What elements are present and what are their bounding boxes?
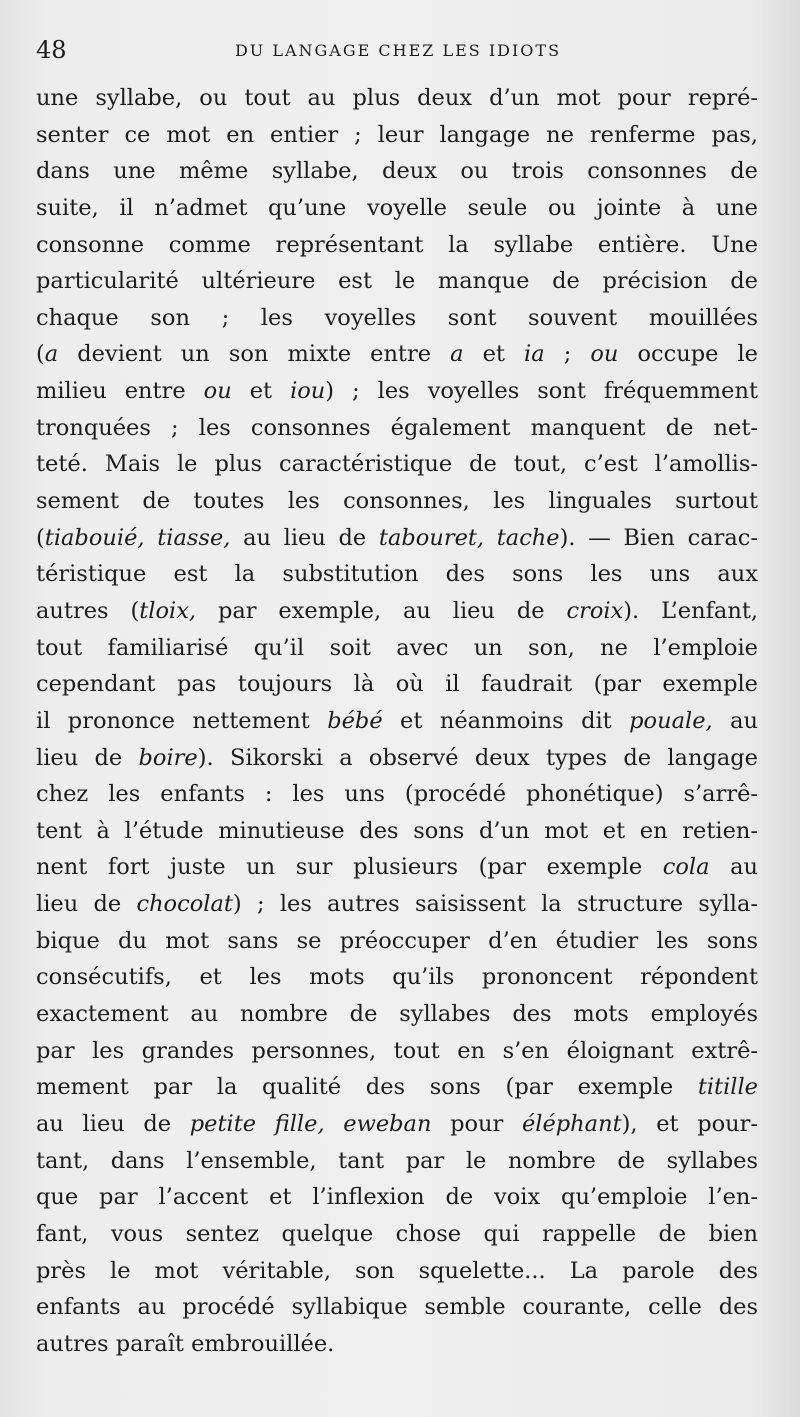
text-line — [36, 813, 758, 850]
text-line — [36, 300, 758, 337]
text-segment: ( — [36, 524, 45, 551]
italic-term: a — [450, 341, 464, 368]
text-segment: dans une même syllabe, deux ou trois consonnes de — [36, 158, 758, 185]
text-segment: ( — [36, 341, 45, 368]
text-line — [36, 1143, 758, 1180]
text-segment: occupe le — [618, 341, 758, 368]
italic-term: pouale, — [629, 707, 713, 734]
text-line — [36, 263, 758, 300]
text-line — [36, 740, 758, 777]
text-segment: exactement au nombre de syllabes des mots employés — [36, 1001, 758, 1028]
text-segment: au — [709, 854, 758, 881]
text-line — [36, 80, 758, 117]
text-segment: ) ; les voyelles sont fréquemment — [325, 378, 758, 405]
text-line — [36, 849, 758, 886]
italic-term: ia — [524, 341, 545, 368]
text-segment: ). L’enfant, — [623, 597, 759, 624]
text-segment: ). — Bien carac- — [559, 524, 758, 551]
text-segment — [325, 1111, 344, 1137]
text-segment: consécutifs, et les mots qu’ils prononcent répondent — [36, 964, 758, 991]
text-segment: lieu de — [36, 744, 139, 771]
italic-term: bébé — [327, 707, 383, 734]
italic-term: iou — [290, 378, 326, 405]
italic-term: tiabouié, tiasse, — [44, 524, 231, 551]
text-segment: ; — [544, 341, 591, 368]
text-line — [36, 996, 758, 1033]
text-line — [36, 1216, 758, 1253]
italic-term: petite fille, — [189, 1110, 325, 1137]
text-segment: nent fort juste un sur plusieurs (par exemple — [36, 854, 663, 881]
italic-term: boire — [138, 744, 198, 771]
text-segment: près le mot véritable, son squelette... La parole des — [36, 1257, 758, 1284]
text-segment: tant, dans l’ensemble, tant par le nombre de syllabes — [36, 1147, 758, 1174]
text-line — [36, 959, 758, 996]
body-text — [36, 80, 758, 1362]
text-segment: tronquées ; les consonnes également manquent de net- — [36, 414, 758, 441]
text-segment: autres paraît embrouillée. — [36, 1330, 335, 1357]
text-line — [36, 1326, 758, 1363]
italic-term: titille — [697, 1074, 758, 1101]
text-line — [36, 520, 758, 557]
text-line — [36, 1289, 758, 1326]
text-line — [36, 1179, 758, 1216]
text-line — [36, 923, 758, 960]
text-segment: téristique est la substitution des sons les uns aux — [36, 561, 758, 588]
text-segment: tent à l’étude minutieuse des sons d’un mot et en retien- — [36, 817, 758, 844]
text-line — [36, 776, 758, 813]
text-line — [36, 1069, 758, 1106]
text-segment: senter ce mot en entier ; leur langage ne renferme pas, — [36, 121, 758, 148]
text-line — [36, 446, 758, 483]
text-segment: ), et pour- — [621, 1110, 759, 1137]
italic-term: tabouret, tache — [378, 524, 560, 551]
text-line — [36, 153, 758, 190]
italic-term: chocolat — [136, 891, 233, 918]
text-segment: ) ; les autres saisissent la structure sylla- — [232, 891, 758, 918]
text-segment: au lieu de — [36, 1110, 190, 1137]
text-segment: devient un son mixte entre — [58, 341, 451, 368]
text-segment: au — [712, 707, 759, 734]
text-line — [36, 117, 758, 154]
page-header — [36, 36, 760, 68]
running-title: DU LANGAGE CHEZ LES IDIOTS — [234, 41, 562, 60]
text-line — [36, 1253, 758, 1290]
text-line — [36, 593, 758, 630]
text-line — [36, 190, 758, 227]
text-segment: par exemple, au lieu de — [196, 597, 567, 624]
text-segment: par les grandes personnes, tout en s’en éloignant extrê- — [36, 1037, 758, 1064]
text-line — [36, 336, 758, 373]
text-segment: pour — [431, 1110, 522, 1137]
text-line — [36, 1106, 758, 1143]
text-segment: tout familiarisé qu’il soit avec un son, ne l’emploie — [36, 634, 758, 661]
text-segment: teté. Mais le plus caractéristique de tout, c’est l’amollis- — [36, 451, 758, 478]
text-line — [36, 410, 758, 447]
text-line — [36, 227, 758, 264]
text-segment: chaque son ; les voyelles sont souvent mouillées — [36, 304, 758, 331]
text-segment: fant, vous sentez quelque chose qui rappelle de bien — [36, 1220, 758, 1247]
text-line — [36, 666, 758, 703]
text-segment: autres ( — [36, 597, 140, 624]
text-line — [36, 483, 758, 520]
italic-term: cola — [662, 854, 710, 881]
text-segment: particularité ultérieure est le manque de précision de — [36, 268, 758, 295]
text-segment: ). Sikorski a observé deux types de langage — [197, 744, 758, 771]
italic-term: tloix, — [139, 597, 197, 624]
text-segment: il prononce nettement — [36, 707, 328, 734]
text-segment: et — [231, 378, 291, 405]
text-line — [36, 630, 758, 667]
text-segment: chez les enfants : les uns (procédé phonétique) s’arrê- — [36, 781, 758, 808]
text-segment: bique du mot sans se préoccuper d’en étudier les sons — [36, 927, 758, 954]
text-segment: et — [463, 341, 525, 368]
text-segment: suite, il n’admet qu’une voyelle seule ou jointe à une — [36, 194, 758, 221]
italic-term: croix — [566, 597, 624, 624]
text-line — [36, 556, 758, 593]
text-segment: une syllabe, ou tout au plus deux d’un mot pour repré- — [36, 85, 758, 111]
italic-term: a — [44, 341, 59, 368]
text-segment: enfants au procédé syllabique semble courante, celle des — [36, 1294, 758, 1321]
text-line — [36, 1033, 758, 1070]
text-segment: au lieu de — [230, 524, 379, 551]
italic-term: ou — [590, 341, 619, 368]
page-number: 48 — [36, 36, 67, 64]
text-segment: que par l’accent et l’inflexion de voix qu’emploie l’en- — [36, 1184, 758, 1211]
text-segment: milieu entre — [36, 378, 204, 405]
text-segment: et néanmoins dit — [382, 707, 630, 734]
text-segment: mement par la qualité des sons (par exemple — [36, 1074, 698, 1101]
italic-term: eweban — [343, 1110, 432, 1137]
text-line — [36, 886, 758, 923]
text-line — [36, 373, 758, 410]
text-segment: lieu de — [36, 891, 137, 918]
italic-term: éléphant — [521, 1110, 622, 1137]
italic-term: ou — [203, 378, 232, 405]
text-segment: sement de toutes les consonnes, les linguales surtout — [36, 488, 758, 515]
text-segment: cependant pas toujours là où il faudrait (par exemple — [36, 671, 758, 698]
text-line — [36, 703, 758, 740]
text-segment: consonne comme représentant la syllabe entière. Une — [36, 231, 758, 258]
